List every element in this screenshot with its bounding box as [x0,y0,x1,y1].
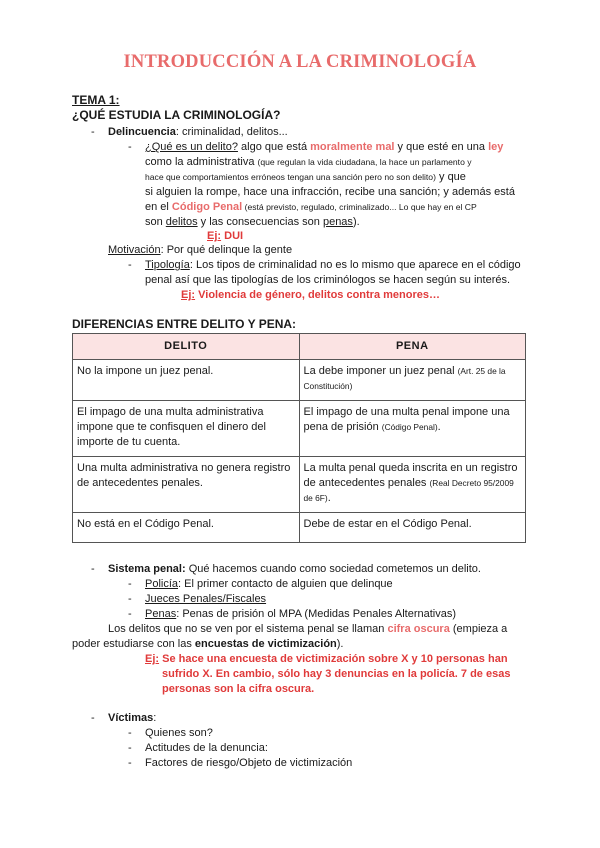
item-term: Jueces Penales/Fiscales [145,593,267,605]
table-row [73,401,526,457]
text-run: (empieza a [449,623,508,635]
table-cell-pena [299,513,526,543]
sistema-item-penas [145,608,456,620]
tipologia-line-1 [145,258,521,273]
sistema-item-policia [145,578,393,590]
tema-question: ¿QUÉ ESTUDIA LA CRIMINOLOGÍA? [72,108,281,122]
bullet-dash: - [128,742,132,754]
small-note: (está previsto, regulado, criminalizado... Lo que hay en el CP [242,202,477,212]
item-rest: : El primer contacto de alguien que delinque [178,578,393,590]
text-run: ). [352,216,360,228]
text-run: El impago de una multa penal impone una pena de prisión [303,406,510,433]
victimas-line [108,712,156,724]
table-row [73,360,526,401]
table-cell-delito: No está en el Código Penal. [73,513,300,543]
item-term: Policía [145,578,179,590]
tipologia-line-2: penal así que las tipologías de los criminólogos se hacen según su interés. [145,274,511,286]
example-violencia [181,289,440,301]
bullet-dash: - [91,563,95,575]
table-cell-delito: El impago de una multa administrativa impone que te confisquen el dinero del importe de tu cuenta. [73,401,300,457]
text-run: ). [336,638,344,650]
small-note: (Real Decreto 95/2009 de 6F) [303,478,514,503]
motivacion-term: Motivación [108,244,161,256]
sistema-line [108,563,481,575]
text-run: como la administrativa [145,156,258,168]
bullet-dash: - [91,712,95,724]
bullet-dash: - [128,608,132,620]
table-cell-pena [299,457,526,513]
text-run: son [145,216,166,228]
bullet-dash: - [128,757,132,769]
bullet-dash: - [128,727,132,739]
bullet-dash: - [128,578,132,590]
table-header-row [73,334,526,360]
example-dui [207,230,243,242]
tema-label: TEMA 1: [72,93,120,107]
delito-line-5 [145,200,477,215]
text-run: poder estudiarse con las [72,638,195,650]
victimas-item: Factores de riesgo/Objeto de victimización [145,757,353,769]
sistema-item-jueces [145,593,266,605]
penas-underlined: penas [322,216,353,228]
delito-line-2 [145,155,472,170]
small-note: (que regulan la vida ciudadana, la hace un parlamento y [257,157,472,167]
bullet-dash: - [128,259,132,271]
column-header-pena: PENA [299,334,526,360]
victimas-term: Víctimas [108,712,154,724]
example-encuesta-line-2: sufrido X. En cambio, sólo hay 3 denuncias en la policía. 7 de esas [162,668,511,680]
delito-question: ¿Qué es un delito? [145,141,238,153]
table-cell-pena [299,360,526,401]
text-run: y que esté en una [394,141,489,153]
small-note: (Art. 25 de la Constitución) [303,366,506,391]
text-run: y que [435,171,466,183]
small-note: (Código Penal) [381,422,438,432]
cifra-oscura-line-2 [72,638,344,650]
example-text: Violencia de género, delitos contra menores… [195,289,440,301]
table-cell-delito: No la impone un juez penal. [73,360,300,401]
delito-line-3 [145,170,466,185]
text-run: Debe de estar en el Código Penal. [303,518,472,530]
victimas-item: Quienes son? [145,727,213,739]
motivacion-line [108,244,292,256]
delito-line-6 [145,215,360,230]
item-rest: : Penas de prisión ol MPA (Medidas Penales Alternativas) [176,608,457,620]
moralmente-mal-highlight: moralmente mal [310,141,395,153]
codigo-penal-highlight: Código Penal [171,201,243,213]
example-text: DUI [221,230,244,242]
small-note: hace que comportamientos erróneos tengan una sanción pero no son delito) [145,172,436,182]
text-run: en el [145,201,172,213]
text-run: La debe imponer un juez penal [303,365,458,377]
example-encuesta-line-1 [145,653,508,665]
text-run: La multa penal queda inscrita en un registro de antecedentes penales [303,462,518,489]
delito-line-1 [145,140,503,155]
text-run: . [437,421,441,433]
column-header-delito: DELITO [73,334,300,360]
comparison-table [72,333,526,543]
tipologia-term: Tipología [145,259,190,271]
bullet-dash: - [128,593,132,605]
sistema-term: Sistema penal: [108,563,186,575]
table-row [73,457,526,513]
text-run: . [327,492,331,504]
bullet-dash: - [91,126,95,138]
delincuencia-term: Delincuencia [108,126,176,138]
example-label: Ej: [181,289,196,301]
bullet-dash: - [128,141,132,153]
cifra-oscura-highlight: cifra oscura [387,623,450,635]
encuestas-bold: encuestas de victimización [194,638,337,650]
text-run: Los delitos que no se ven por el sistema penal se llaman [108,623,388,635]
table-cell-pena [299,401,526,457]
table-row [73,513,526,543]
text-run: : Los tipos de criminalidad no es lo mismo que aparece en el código [189,259,521,271]
text-run: : [153,712,157,724]
victimas-item: Actitudes de la denuncia: [145,742,268,754]
delincuencia-desc: : criminalidad, delitos... [175,126,288,138]
example-label: Ej: [207,230,222,242]
table-cell-delito: Una multa administrativa no genera registro de antecedentes penales. [73,457,300,513]
delito-line-4: si alguien la rompe, hace una infracción, recibe una sanción; y además está [145,186,515,198]
cifra-oscura-line-1 [108,623,507,635]
delitos-underlined: delitos [165,216,198,228]
diferencias-heading: DIFERENCIAS ENTRE DELITO Y PENA: [72,317,297,331]
text-run: algo que está [237,141,311,153]
example-label: Ej: [145,653,160,665]
page-title: INTRODUCCIÓN A LA CRIMINOLOGÍA [123,52,477,72]
example-encuesta-line-3: personas son la cifra oscura. [162,683,315,695]
sistema-desc: Qué hacemos cuando como sociedad cometemos un delito. [185,563,481,575]
motivacion-desc: : Por qué delinque la gente [160,244,293,256]
text-run: y las consecuencias son [197,216,323,228]
ley-highlight: ley [488,141,504,153]
example-text: Se hace una encuesta de victimización sobre X y 10 personas han [159,653,508,665]
item-term: Penas [145,608,177,620]
delincuencia-line [108,126,288,138]
